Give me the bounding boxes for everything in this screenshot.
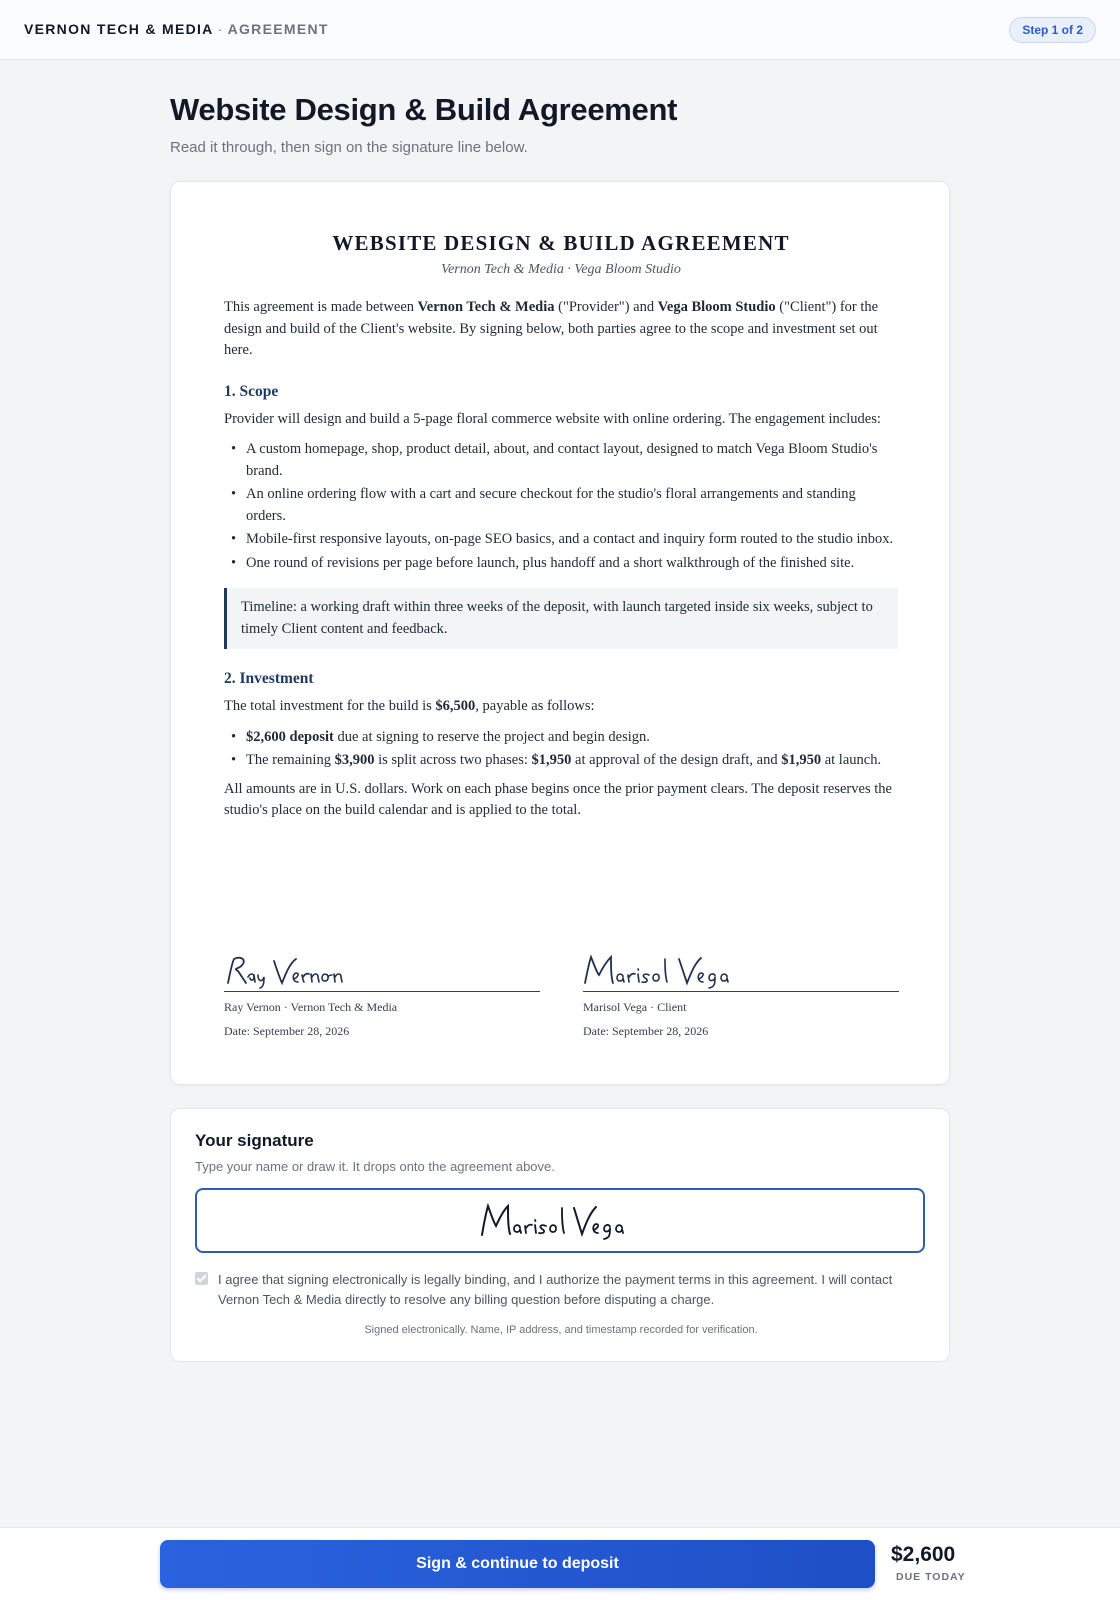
brand-name: VERNON TECH & MEDIA bbox=[24, 21, 214, 37]
agreement-consent bbox=[195, 1270, 925, 1310]
client-name: Vega Bloom Studio bbox=[657, 299, 776, 315]
provider-signature-image bbox=[224, 953, 374, 989]
provider-signature-line bbox=[224, 955, 540, 992]
client-signature-caption: Marisol Vega · Client bbox=[583, 1000, 687, 1014]
due-label: DUE TODAY bbox=[896, 1571, 966, 1583]
signature-panel-heading: Your signature bbox=[195, 1131, 314, 1150]
signature-panel-hint: Type your name or draw it. It drops onto the agreement above. bbox=[195, 1159, 555, 1174]
list-item: • One round of revisions per page before launch, plus handoff and a short walkthrough of the finished site. bbox=[224, 553, 898, 575]
typed-signature-image bbox=[480, 1201, 640, 1241]
brand-section: AGREEMENT bbox=[227, 21, 329, 37]
list-item: • An online ordering flow with a cart and secure checkout for the studio's floral arrangements and standing orders. bbox=[224, 484, 898, 527]
brand bbox=[24, 21, 329, 37]
provider-signature bbox=[224, 955, 540, 1039]
total-amount: $6,500 bbox=[435, 698, 476, 714]
scope-heading: 1. Scope bbox=[224, 382, 279, 400]
page-subtitle: Read it through, then sign on the signature line below. bbox=[170, 139, 528, 156]
due-amount: $2,600 bbox=[891, 1543, 956, 1566]
brand-separator: · bbox=[217, 21, 224, 37]
phase2-amount: $1,950 bbox=[781, 752, 822, 768]
checkout-footer bbox=[0, 1527, 1120, 1600]
page-title: Website Design & Build Agreement bbox=[170, 92, 678, 127]
agreement-parties: Vernon Tech & Media · Vega Bloom Studio bbox=[441, 262, 681, 277]
investment-list bbox=[224, 727, 898, 772]
investment-note: All amounts are in U.S. dollars. Work on each phase begins once the prior payment clears. The deposit reserves the studio's place on the build calendar and is applied to the total. bbox=[224, 780, 892, 818]
investment-text: The total investment for the build is $6,500, payable as follows: bbox=[224, 698, 595, 714]
agreement-intro: This agreement is made between Vernon Tech & Media ("Provider") and Vega Bloom Studio ("Client") for the design and build of the Client's website. By signing below, both parties agree to the scope and investment set out here. bbox=[224, 299, 879, 358]
list-item: • Mobile-first responsive layouts, on-page SEO basics, and a contact and inquiry form routed to the studio inbox. bbox=[224, 529, 898, 551]
agree-text: I agree that signing electronically is legally binding, and I authorize the payment terms in this agreement. I will contact Vernon Tech & Media directly to resolve any billing question before disputing a charge. bbox=[218, 1272, 893, 1307]
verification-note: Signed electronically. Name, IP address, and timestamp recorded for verification. bbox=[364, 1324, 758, 1336]
client-signature bbox=[583, 955, 899, 1039]
signature-input[interactable] bbox=[195, 1188, 925, 1253]
phase1-amount: $1,950 bbox=[531, 752, 572, 768]
list-item: • A custom homepage, shop, product detail, about, and contact layout, designed to match Vega Bloom Studio's brand. bbox=[224, 439, 898, 482]
remaining-amount: $3,900 bbox=[334, 752, 375, 768]
list-item: • The remaining $3,900 is split across two phases: $1,950 at approval of the design draft, and $1,950 at launch. bbox=[224, 750, 898, 772]
investment-heading: 2. Investment bbox=[224, 670, 314, 687]
signature-panel bbox=[170, 1108, 950, 1362]
client-signature-line bbox=[583, 955, 899, 992]
provider-name: Vernon Tech & Media bbox=[417, 299, 555, 315]
agree-checkbox[interactable] bbox=[195, 1272, 208, 1285]
client-signature-date: Date: September 28, 2026 bbox=[583, 1024, 709, 1038]
timeline-callout: Timeline: a working draft within three weeks of the deposit, with launch targeted inside six weeks, subject to timely Client content and feedback. bbox=[224, 588, 898, 649]
deposit-amount: $2,600 deposit bbox=[246, 728, 334, 745]
sign-continue-button[interactable]: Sign & continue to deposit bbox=[160, 1540, 875, 1588]
top-bar bbox=[0, 0, 1120, 60]
step-indicator: Step 1 of 2 bbox=[1009, 17, 1096, 43]
provider-signature-caption: Ray Vernon · Vernon Tech & Media bbox=[224, 1000, 398, 1014]
scope-text: Provider will design and build a 5-page floral commerce website with online ordering. The engagement includes: bbox=[224, 410, 881, 427]
agreement-document bbox=[170, 181, 950, 1085]
client-signature-image bbox=[583, 953, 753, 989]
provider-signature-date: Date: September 28, 2026 bbox=[224, 1024, 350, 1038]
signature-block bbox=[224, 955, 898, 1045]
agreement-title: WEBSITE DESIGN & BUILD AGREEMENT bbox=[332, 231, 790, 255]
scope-list bbox=[224, 439, 898, 574]
list-item: • $2,600 deposit due at signing to reserve the project and begin design. bbox=[224, 727, 898, 749]
